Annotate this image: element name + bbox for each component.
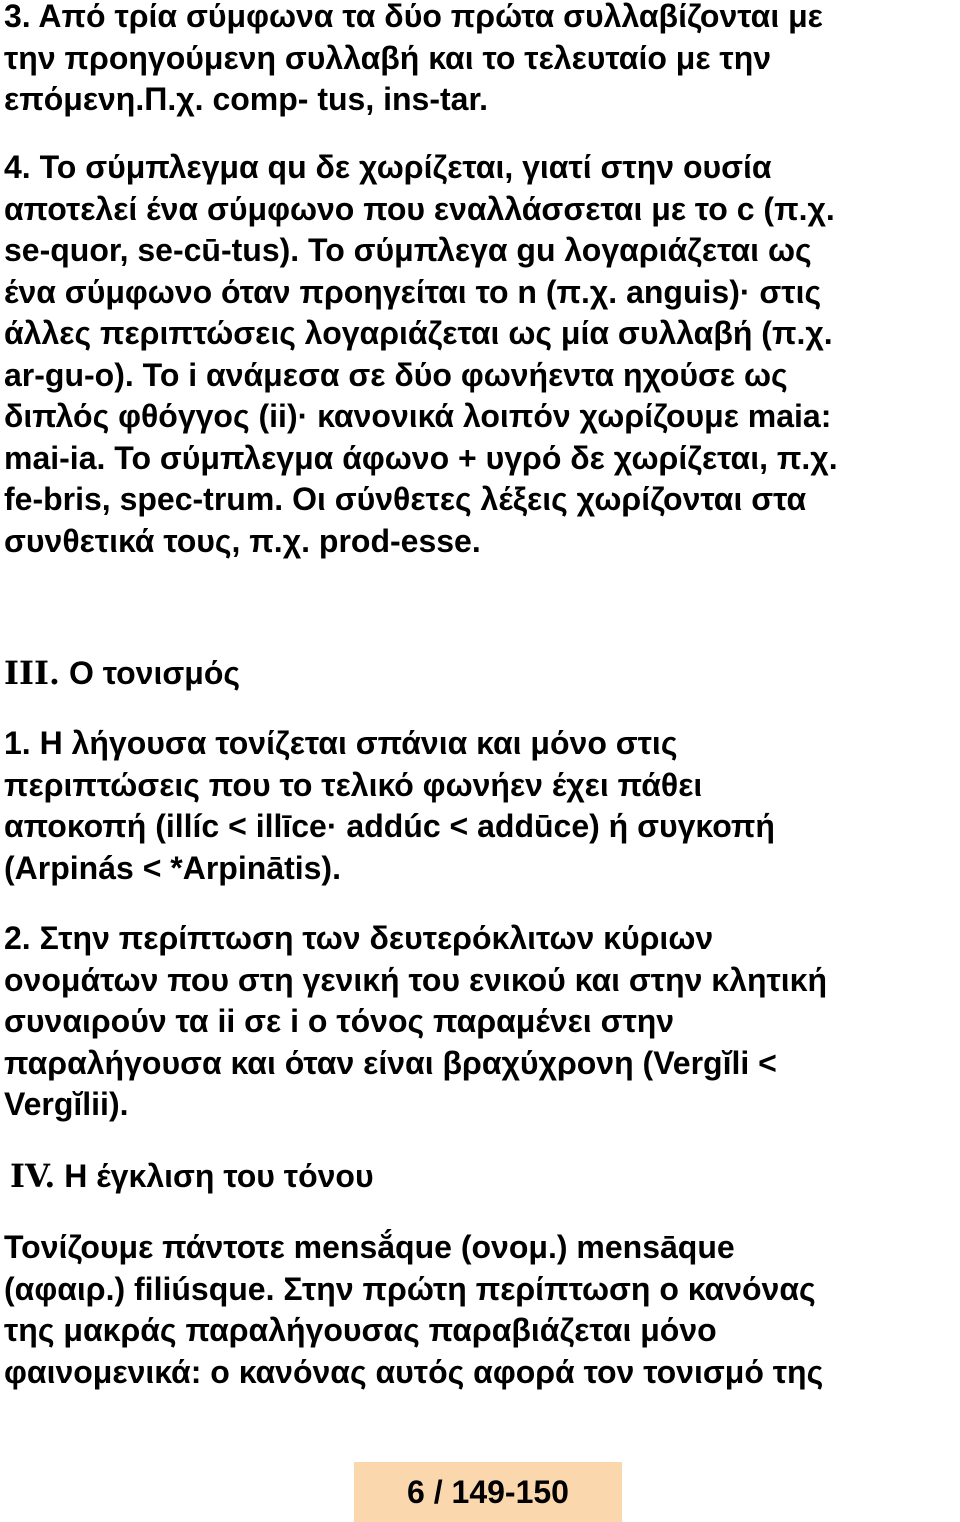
section-numeral: III. — [4, 654, 61, 692]
text-line: ar-gu-o). Το i ανάμεσα σε δύο φωνήεντα ηχούσε ως — [4, 356, 788, 393]
section-numeral: IV. — [10, 1157, 56, 1195]
text-line: se-quor, se-cū-tus). Το σύμπλεγα gu λογαριάζεται ως — [4, 232, 812, 268]
text-line: 2. Στην περίπτωση των δευτερόκλιτων κύριων — [4, 920, 714, 956]
text-line: 1. Η λήγουσα τονίζεται σπάνια και μόνο στις — [4, 725, 678, 761]
text-line: συναιρούν τα ii σε i ο τόνος παραμένει στην — [4, 1003, 675, 1039]
text-line: (Arpinás < *Arpinātis). — [4, 849, 341, 886]
paragraph-iii-item-1 — [4, 723, 954, 889]
text-line: αποτελεί ένα σύμφωνο που εναλλάσσεται με το c (π.χ. — [4, 190, 835, 227]
section-title: Ο τονισμός — [68, 655, 240, 691]
text-line: επόμενη.Π.χ. comp- tus, ins-tar. — [4, 81, 489, 117]
paragraph-iii-item-2 — [4, 918, 954, 1126]
text-line: Vergĭlii). — [4, 1086, 129, 1122]
text-line: mai-ia. Το σύμπλεγμα άφωνο + υγρό δε χωρίζεται, π.χ. — [4, 439, 838, 476]
text-line: αποκοπή (illíc < illīce· addúc < addūce) ή συγκοπή — [4, 808, 775, 844]
text-line: περιπτώσεις που το τελικό φωνήεν έχει πάθει — [4, 766, 703, 803]
text-line: 4. Το σύμπλεγμα qu δε χωρίζεται, γιατί στην ουσία — [4, 149, 772, 185]
text-line: άλλες περιπτώσεις λογαριάζεται ως μία συλλαβή (π.χ. — [4, 315, 833, 351]
paragraph-item-4 — [4, 147, 954, 562]
text-line: 3. Από τρία σύμφωνα τα δύο πρώτα συλλαβίζονται με — [4, 0, 823, 34]
page-number-label: 6 / 149-150 — [407, 1474, 569, 1510]
text-line: διπλός φθόγγος (ii)· κανονικά λοιπόν χωρίζουμε maia: — [4, 398, 832, 434]
text-line: φαινομενικά: ο κανόνας αυτός αφορά τον τονισμό της — [4, 1353, 824, 1390]
page-number-box — [354, 1462, 622, 1522]
section-title: Η έγκλιση του τόνου — [64, 1158, 374, 1194]
text-line: fe-bris, spec-trum. Οι σύνθετες λέξεις χωρίζονται στα — [4, 481, 807, 517]
section-heading-iii — [4, 653, 240, 693]
text-line: ονομάτων που στη γενική του ενικού και στην κλητική — [4, 961, 828, 998]
text-line: της μακράς παραλήγουσας παραβιάζεται μόνο — [4, 1312, 717, 1348]
text-line: (αφαιρ.) filiúsque. Στην πρώτη περίπτωση ο κανόνας — [4, 1270, 816, 1307]
text-line: την προηγούμενη συλλαβή και το τελευταίο με την — [4, 39, 772, 76]
paragraph-item-3 — [4, 0, 954, 121]
text-line: παραλήγουσα και όταν είναι βραχύχρονη (Vergĭli < — [4, 1044, 777, 1081]
paragraph-iv-body — [4, 1227, 954, 1393]
text-line: συνθετικά τους, π.χ. prod-esse. — [4, 522, 481, 559]
text-line: Τονίζουμε πάντοτε mensắque (ονομ.) mensāque — [4, 1229, 735, 1265]
text-line: ένα σύμφωνο όταν προηγείται το n (π.χ. anguis)· στις — [4, 273, 822, 310]
section-heading-iv — [10, 1156, 374, 1196]
